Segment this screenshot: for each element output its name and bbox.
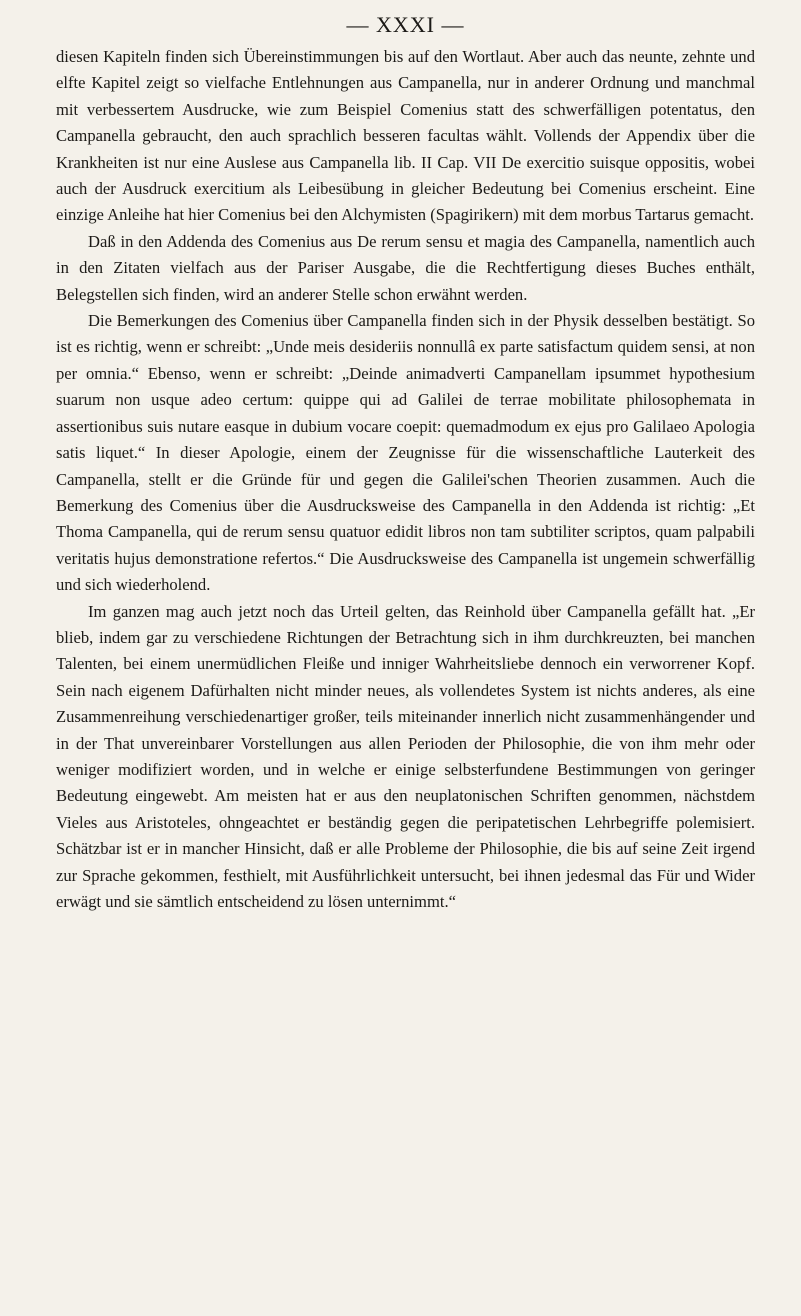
paragraph-addenda: Daß in den Addenda des Comenius aus De rerum sensu et magia des Campanella, namentlich auch in den Zitaten vielfach aus der Pariser Ausgabe, die die Rechtfertigung dieses Buches enthält, Belegstellen sich finden, wird an anderer Stelle schon erwähnt werden.	[56, 231, 755, 304]
paragraph-continuation: diesen Kapiteln finden sich Übereinstimmungen bis auf den Wortlaut. Aber auch das neunte, zehnte und elfte Kapitel zeigt so vielfache Entlehnungen aus Campanella, nur in anderer Ordnung und manchmal mit verbessertem Ausdrucke, wie zum Beispiel Comenius statt des schwerfälligen potentatus, den Campanella gebraucht, den auch sprachlich besseren facultas wählt. Vollends der Appendix über die Krankheiten ist nur eine Auslese aus Campanella lib. II Cap. VII De exercitio suisque oppositis, wobei auch der Ausdruck exercitium als Leibesübung in gleicher Bedeutung bei Comenius erscheint. Eine einzige Anleihe hat hier Comenius bei den Alchymisten (Spagirikern) mit dem morbus Tartarus gemacht.	[56, 47, 755, 225]
paragraph-remarks: Die Bemerkungen des Comenius über Campanella finden sich in der Physik desselben bestätigt. So ist es richtig, wenn er schreibt: „Unde meis desideriis nonnullâ ex parte satisfactum quidem sensi, at non per omnia.“ Ebenso, wenn er schreibt: „Deinde animadverti Campanellam ipsummet hypothesium suarum non usque adeo certum: quippe qui ad Galilei de terrae mobilitate philosophemata in assertionibus suis nutare easque in dubium vocare coepit: quemadmodum ex ejus pro Galilaeo Apologia satis liquet.“ In dieser Apologie, einem der Zeugnisse für die wissenschaftliche Lauterkeit des Campanella, stellt er die Gründe für und gegen die Galilei'schen Theorien zusammen. Auch die Bemerkung des Comenius über die Ausdrucksweise des Campanella in den Addenda ist richtig: „Et Thoma Campanella, qui de rerum sensu quatuor edidit libros non tam subtiliter scriptos, quam palpabili veritatis hujus demonstratione refertos.“ Die Ausdrucksweise des Campanella ist ungemein schwerfällig und sich wiederholend.	[56, 311, 755, 595]
paragraph-reinhold-quote: Im ganzen mag auch jetzt noch das Urteil gelten, das Reinhold über Campanella gefällt hat. „Er blieb, indem gar zu verschiedene Richtungen der Betrachtung sich in ihm durchkreuzten, bei manchen Talenten, bei einem unermüdlichen Fleiße und inniger Wahrheitsliebe dennoch ein verworrener Kopf. Sein nach eigenem Dafürhalten nicht minder neues, als vollendetes System ist nichts anderes, als eine Zusammenreihung verschiedenartiger großer, teils miteinander innerlich nicht zusammenhängender und in der That unvereinbarer Vorstellungen aus allen Perioden der Philosophie, die von ihm mehr oder weniger modifiziert worden, und in welche er einige selbsterfundene Bestimmungen von geringer Bedeutung eingewebt. Am meisten hat er aus den neuplatonischen Schriften genommen, nächstdem Vieles aus Aristoteles, ohngeachtet er beständig gegen die peripatetischen Lehrbegriffe polemisiert. Schätzbar ist er in mancher Hinsicht, daß er alle Probleme der Philosophie, die bis auf seine Zeit irgend zur Sprache gekommen, festhielt, mit Ausführlichkeit untersucht, bei ihnen jedesmal das Für und Wider erwägt und sie sämtlich entscheidend zu lösen unternimmt.“	[56, 601, 755, 911]
page-number: — XXXI —	[346, 12, 465, 37]
